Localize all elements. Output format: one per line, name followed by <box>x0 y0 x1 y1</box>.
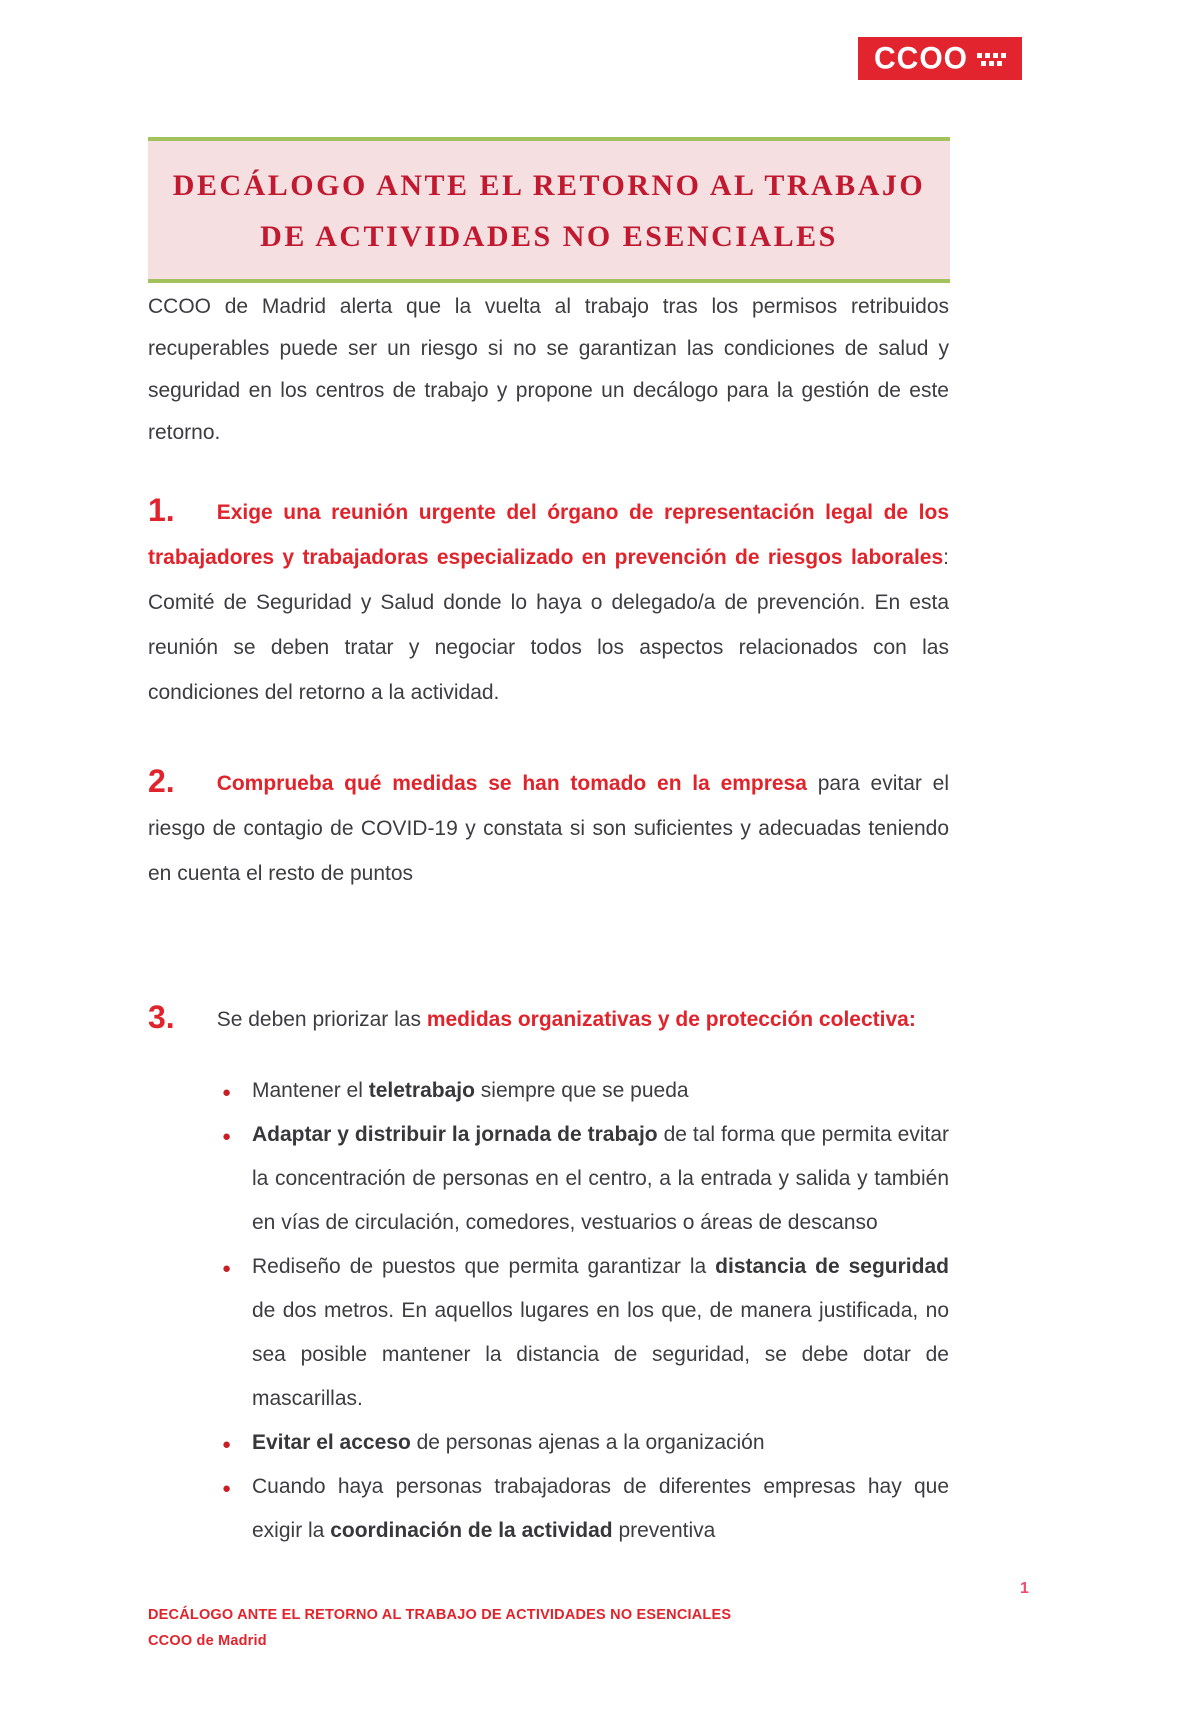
item-3-number: 3. <box>148 999 175 1035</box>
bullet-bold-text: distancia de seguridad <box>715 1255 949 1278</box>
item-2-body-text: para evitar el riesgo de contagio de COVID-19 y constata si son suficientes y adecuadas teniendo en cuenta el resto de puntos <box>148 772 949 885</box>
ccoo-logo-text: CCOO <box>874 40 968 76</box>
bullet-text: Cuando haya personas trabajadoras de diferentes empresas hay que exigir la <box>252 1475 949 1542</box>
item-3-highlight-text: medidas organizativas y de protección colectiva: <box>426 1008 916 1031</box>
item-1-number: 1. <box>148 492 175 528</box>
bullet-text: Mantener el <box>252 1079 369 1102</box>
bullet-text: siempre que se pueda <box>474 1079 689 1102</box>
bullet-text: de dos metros. En aquellos lugares en los que, de manera justificada, no sea posible mantener la distancia de seguridad, se debe dotar de mascarillas. <box>252 1299 949 1410</box>
bullet-bold-text: coordinación de la actividad <box>330 1519 613 1542</box>
item-2-highlight-text: Comprueba qué medidas se han tomado en la empresa <box>216 772 807 795</box>
intro-paragraph: CCOO de Madrid alerta que la vuelta al trabajo tras los permisos retribuidos recuperables puede ser un riesgo si no se garantizan las condiciones de salud y seguridad en los centros de trabajo y propone un decálogo para la gestión de este retorno. <box>148 295 949 444</box>
madrid-stars-icon <box>977 51 1006 66</box>
stars-row-top <box>977 53 1006 58</box>
bullet-bold-text: Adaptar y distribuir la jornada de trabajo <box>252 1123 658 1146</box>
bullet-item-jornada <box>222 1113 949 1245</box>
bullet-icon <box>222 1069 231 1115</box>
document-title-line-1: DECÁLOGO ANTE EL RETORNO AL TRABAJO <box>172 169 926 202</box>
bullet-icon <box>222 1421 231 1467</box>
decalogo-item-3 <box>148 992 949 1043</box>
bullet-text: de tal forma que permita evitar la concentración de personas en el centro, a la entrada y salida y también en vías de circulación, comedores, vestuarios o áreas de descanso <box>252 1123 949 1234</box>
bullet-bold-text: Evitar el acceso <box>252 1431 411 1454</box>
item-1-body-text: : Comité de Seguridad y Salud donde lo haya o delegado/a de prevención. En esta reunión se deben tratar y negociar todos los aspectos relacionados con las condiciones del retorno a la actividad. <box>148 546 949 704</box>
bullet-item-teletrabajo <box>222 1069 949 1113</box>
bullet-item-coordinacion <box>222 1465 949 1553</box>
footer-org: CCOO de Madrid <box>148 1633 267 1649</box>
page-number: 1 <box>1020 1580 1029 1597</box>
item-1-highlight-text: Exige una reunión urgente del órgano de representación legal de los trabajadores y trabajadoras especializado en prevención de riesgos laborales <box>148 501 949 569</box>
title-banner <box>148 137 950 283</box>
bullet-icon <box>222 1113 231 1159</box>
measures-bullet-list <box>148 1069 949 1553</box>
bullet-bold-text: teletrabajo <box>368 1079 475 1102</box>
bullet-icon <box>222 1465 231 1511</box>
bullet-text: de personas ajenas a la organización <box>410 1431 765 1454</box>
decalogo-item-2 <box>148 757 949 896</box>
page-footer <box>148 1602 731 1654</box>
decalogo-item-1 <box>148 486 949 715</box>
bullet-text: Rediseño de puestos que permita garantizar la <box>252 1255 716 1278</box>
document-title-line-2: DE ACTIVIDADES NO ESENCIALES <box>260 220 838 253</box>
document-body <box>148 286 949 1553</box>
bullet-item-distancia <box>222 1245 949 1421</box>
bullet-item-acceso <box>222 1421 949 1465</box>
ccoo-logo <box>858 37 1022 80</box>
bullet-text: preventiva <box>612 1519 716 1542</box>
item-3-lead-text: Se deben priorizar las <box>216 1008 427 1031</box>
stars-row-bottom <box>977 61 1006 66</box>
bullet-icon <box>222 1245 231 1291</box>
item-2-number: 2. <box>148 763 175 799</box>
footer-title: DECÁLOGO ANTE EL RETORNO AL TRABAJO DE ACTIVIDADES NO ESENCIALES <box>148 1607 732 1623</box>
